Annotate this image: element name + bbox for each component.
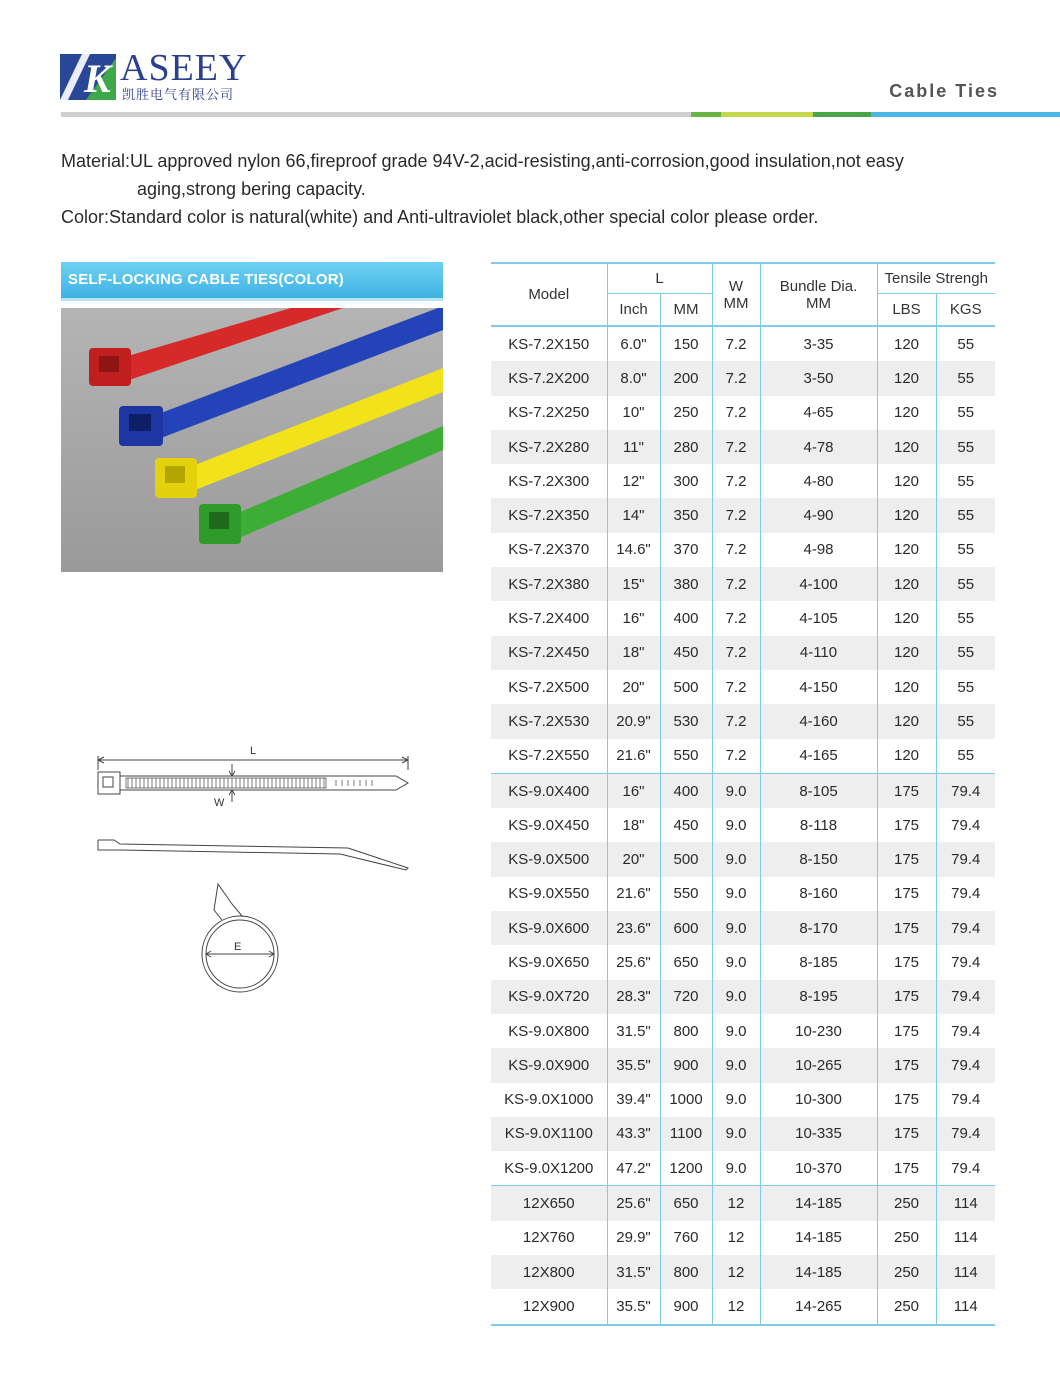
cell-mm: 800	[660, 1014, 712, 1048]
header-model: Model	[491, 263, 607, 326]
cell-kgs: 55	[936, 670, 995, 704]
cell-kgs: 79.4	[936, 1151, 995, 1186]
cell-inch: 18"	[607, 636, 660, 670]
cell-lbs: 175	[877, 945, 936, 979]
cell-model: KS-9.0X550	[508, 885, 590, 903]
cell-lbs: 120	[877, 498, 936, 532]
cell-inch: 15"	[607, 567, 660, 601]
cell-lbs: 250	[877, 1289, 936, 1324]
cell-kgs: 114	[936, 1255, 995, 1289]
rule-segment-gray	[61, 112, 691, 117]
width-label: W	[214, 797, 225, 809]
cell-lbs: 120	[877, 739, 936, 774]
cell-kgs: 79.4	[936, 1083, 995, 1117]
cell-w: 9.0	[712, 1117, 760, 1151]
cell-lbs: 175	[877, 980, 936, 1014]
cell-model: KS-9.0X900	[491, 1048, 607, 1082]
cell-bundle: 10-335	[760, 1117, 877, 1151]
cell-lbs: 120	[877, 430, 936, 464]
cell-inch: 14.6"	[607, 533, 660, 567]
product-photo	[61, 308, 443, 572]
header-mm: MM	[660, 294, 712, 327]
table-row	[491, 773, 995, 808]
cell-lbs: 120	[877, 704, 936, 738]
cell-mm: 550	[660, 877, 712, 911]
cell-lbs: 250	[877, 1186, 936, 1221]
cell-bundle: 4-78	[760, 430, 877, 464]
cell-lbs: 175	[877, 1083, 936, 1117]
cell-inch: 6.0"	[607, 326, 660, 361]
specifications-table	[491, 262, 995, 1326]
cell-bundle: 3-50	[760, 361, 877, 395]
table-row	[491, 1255, 995, 1289]
cell-lbs: 120	[877, 670, 936, 704]
cell-bundle: 4-160	[760, 704, 877, 738]
cell-model: KS-9.0X500	[491, 842, 607, 876]
cell-w: 12	[712, 1186, 760, 1221]
cell-inch: 8.0"	[607, 361, 660, 395]
cell-mm: 450	[660, 808, 712, 842]
table-row	[491, 533, 995, 567]
cell-w: 7.2	[712, 498, 760, 532]
section-title: SELF-LOCKING CABLE TIES(COLOR)	[68, 271, 344, 288]
header-width: W MM	[712, 263, 760, 326]
cable-tie-dimension-diagram	[90, 740, 420, 1000]
cell-mm: 250	[660, 396, 712, 430]
cell-kgs: 55	[936, 361, 995, 395]
table-row	[491, 670, 995, 704]
cell-w: 7.2	[712, 430, 760, 464]
cell-lbs: 250	[877, 1221, 936, 1255]
cell-bundle: 14-185	[760, 1255, 877, 1289]
cell-model: KS-9.0X400	[491, 773, 607, 808]
table-row	[491, 1221, 995, 1255]
cell-kgs: 79.4	[936, 877, 995, 911]
brand-name-cn: 凯胜电气有限公司	[122, 87, 235, 102]
cell-model: KS-7.2X350	[491, 498, 607, 532]
cell-mm: 1100	[660, 1117, 712, 1151]
cell-bundle: 10-265	[760, 1048, 877, 1082]
cell-model: 12X800	[491, 1255, 607, 1289]
table-row	[491, 1289, 995, 1324]
page-title: Cable Ties	[889, 81, 999, 101]
cell-inch: 20.9"	[607, 704, 660, 738]
cell-kgs: 55	[936, 533, 995, 567]
cell-model: KS-7.2X280	[491, 430, 607, 464]
color-text: Color:Standard color is natural(white) and Anti-ultraviolet black,other special color please order.	[61, 207, 819, 227]
cell-kgs: 55	[936, 567, 995, 601]
cell-inch: 21.6"	[607, 739, 660, 774]
cell-w: 12	[712, 1221, 760, 1255]
cell-w: 7.2	[712, 601, 760, 635]
table-row	[491, 567, 995, 601]
cell-inch: 29.9"	[607, 1221, 660, 1255]
cell-kgs: 79.4	[936, 842, 995, 876]
header-kgs: KGS	[936, 294, 995, 327]
header-inch: Inch	[607, 294, 660, 327]
cell-bundle: 4-80	[760, 464, 877, 498]
cell-mm: 370	[660, 533, 712, 567]
cell-inch: 11"	[607, 430, 660, 464]
table-row	[491, 1186, 995, 1221]
cell-w: 9.0	[712, 1151, 760, 1186]
table-row	[491, 842, 995, 876]
cell-bundle: 8-195	[760, 980, 877, 1014]
cell-kgs: 79.4	[936, 980, 995, 1014]
cell-lbs: 175	[877, 1014, 936, 1048]
cell-mm: 1000	[660, 1083, 712, 1117]
cell-w: 9.0	[712, 1048, 760, 1082]
cell-w: 9.0	[712, 877, 760, 911]
cell-lbs: 120	[877, 396, 936, 430]
cell-bundle: 4-165	[760, 739, 877, 774]
material-text-continued: aging,strong bering capacity.	[137, 179, 366, 199]
cell-kgs: 55	[936, 636, 995, 670]
cell-model: KS-9.0X600	[491, 911, 607, 945]
cell-kgs: 55	[936, 704, 995, 738]
cell-bundle: 4-110	[760, 636, 877, 670]
cell-mm: 550	[660, 739, 712, 774]
cell-model: KS-9.0X800	[508, 1022, 590, 1040]
cell-bundle: 4-90	[760, 498, 877, 532]
cell-w: 9.0	[712, 911, 760, 945]
table-row	[491, 498, 995, 532]
cell-model: KS-7.2X150	[508, 335, 590, 353]
table-row	[491, 980, 995, 1014]
cell-model: KS-7.2X370	[508, 541, 590, 559]
cell-bundle: 8-105	[760, 773, 877, 808]
cell-bundle: 8-150	[760, 842, 877, 876]
cell-model: KS-9.0X450	[508, 816, 590, 834]
cell-bundle: 10-300	[760, 1083, 877, 1117]
cell-kgs: 79.4	[936, 808, 995, 842]
cell-w: 12	[712, 1255, 760, 1289]
cell-kgs: 79.4	[936, 773, 995, 808]
specifications-body	[491, 326, 995, 1325]
cell-lbs: 175	[877, 1117, 936, 1151]
cell-kgs: 55	[936, 498, 995, 532]
table-row	[491, 739, 995, 774]
rule-segment-lime	[721, 112, 813, 117]
header-bundle-dia: Bundle Dia. MM	[760, 263, 877, 326]
cell-inch: 14"	[607, 498, 660, 532]
cell-mm: 300	[660, 464, 712, 498]
cell-inch: 31.5"	[607, 1255, 660, 1289]
cell-bundle: 4-98	[760, 533, 877, 567]
cell-inch: 20"	[607, 670, 660, 704]
table-row	[491, 636, 995, 670]
cell-inch: 18"	[607, 808, 660, 842]
company-logo	[60, 47, 260, 102]
cell-w: 7.2	[712, 567, 760, 601]
cell-mm: 400	[660, 773, 712, 808]
table-row	[491, 1083, 995, 1117]
cell-lbs: 120	[877, 326, 936, 361]
cell-kgs: 79.4	[936, 945, 995, 979]
cell-lbs: 120	[877, 636, 936, 670]
cell-mm: 650	[660, 1186, 712, 1221]
cell-inch: 20"	[607, 842, 660, 876]
cell-inch: 10"	[607, 396, 660, 430]
table-row	[491, 1151, 995, 1186]
cell-lbs: 175	[877, 773, 936, 808]
cell-inch: 23.6"	[607, 911, 660, 945]
cell-kgs: 79.4	[936, 911, 995, 945]
cell-lbs: 175	[877, 808, 936, 842]
cell-model: KS-7.2X300	[508, 472, 590, 490]
cell-model: KS-7.2X530	[491, 704, 607, 738]
cell-w: 9.0	[712, 945, 760, 979]
cell-mm: 380	[660, 567, 712, 601]
table-row	[491, 945, 995, 979]
cell-model: 12X650	[491, 1186, 607, 1221]
cell-inch: 31.5"	[607, 1014, 660, 1048]
cell-lbs: 175	[877, 1048, 936, 1082]
cell-kgs: 55	[936, 739, 995, 774]
cell-kgs: 55	[936, 326, 995, 361]
cell-model: KS-7.2X250	[508, 404, 590, 422]
table-row	[491, 464, 995, 498]
cell-bundle: 3-35	[760, 326, 877, 361]
cell-kgs: 55	[936, 430, 995, 464]
diameter-label: E	[234, 941, 242, 953]
table-row	[491, 396, 995, 430]
cell-kgs: 55	[936, 601, 995, 635]
cell-model: KS-9.0X1200	[504, 1159, 594, 1177]
cell-inch: 21.6"	[607, 877, 660, 911]
cell-model: 12X900	[491, 1289, 607, 1324]
table-row	[491, 877, 995, 911]
header-tensile: Tensile Strengh	[877, 263, 995, 294]
cell-lbs: 120	[877, 567, 936, 601]
cell-kgs: 114	[936, 1221, 995, 1255]
table-row	[491, 1014, 995, 1048]
cell-inch: 47.2"	[607, 1151, 660, 1186]
section-header	[61, 262, 443, 301]
table-row	[491, 911, 995, 945]
cell-mm: 500	[660, 670, 712, 704]
table-row	[491, 326, 995, 361]
header-length: L	[607, 263, 712, 294]
table-row	[491, 1048, 995, 1082]
cell-inch: 43.3"	[607, 1117, 660, 1151]
cell-w: 9.0	[712, 842, 760, 876]
cell-w: 12	[712, 1289, 760, 1324]
cell-kgs: 55	[936, 396, 995, 430]
cell-model: KS-9.0X1100	[491, 1117, 607, 1151]
rule-segment-green	[691, 112, 721, 117]
cell-kgs: 114	[936, 1186, 995, 1221]
cell-lbs: 175	[877, 877, 936, 911]
cell-inch: 16"	[607, 773, 660, 808]
cell-mm: 900	[660, 1048, 712, 1082]
cell-inch: 25.6"	[607, 1186, 660, 1221]
cell-lbs: 250	[877, 1255, 936, 1289]
length-label: L	[250, 745, 257, 757]
cell-model: KS-9.0X650	[508, 953, 590, 971]
cell-bundle: 10-370	[760, 1151, 877, 1186]
cell-mm: 350	[660, 498, 712, 532]
table-row	[491, 1117, 995, 1151]
cell-mm: 280	[660, 430, 712, 464]
cell-lbs: 175	[877, 1151, 936, 1186]
cell-mm: 200	[660, 361, 712, 395]
cell-lbs: 120	[877, 464, 936, 498]
cell-lbs: 120	[877, 601, 936, 635]
table-row	[491, 361, 995, 395]
cell-kgs: 79.4	[936, 1014, 995, 1048]
cell-lbs: 120	[877, 361, 936, 395]
cell-model: KS-9.0X1000	[504, 1091, 594, 1109]
cell-mm: 760	[660, 1221, 712, 1255]
cell-lbs: 120	[877, 533, 936, 567]
cell-model: KS-7.2X500	[508, 678, 590, 696]
cell-model: KS-7.2X200	[491, 361, 607, 395]
cell-bundle: 14-185	[760, 1186, 877, 1221]
cell-bundle: 4-105	[760, 601, 877, 635]
cell-bundle: 4-65	[760, 396, 877, 430]
cell-lbs: 175	[877, 911, 936, 945]
cell-inch: 39.4"	[607, 1083, 660, 1117]
cell-kgs: 79.4	[936, 1117, 995, 1151]
cell-inch: 25.6"	[607, 945, 660, 979]
cell-bundle: 8-118	[760, 808, 877, 842]
rule-segment-blue	[871, 112, 1060, 117]
cell-model: KS-7.2X450	[491, 636, 607, 670]
cell-model: 12X760	[522, 1229, 575, 1247]
cell-bundle: 4-100	[760, 567, 877, 601]
cell-model: KS-7.2X380	[491, 567, 607, 601]
cell-w: 9.0	[712, 808, 760, 842]
cell-mm: 1200	[660, 1151, 712, 1186]
cell-w: 7.2	[712, 533, 760, 567]
cell-w: 7.2	[712, 670, 760, 704]
cell-inch: 12"	[607, 464, 660, 498]
cell-model: KS-9.0X720	[491, 980, 607, 1014]
svg-text:K: K	[84, 56, 111, 100]
cell-mm: 450	[660, 636, 712, 670]
header-lbs: LBS	[877, 294, 936, 327]
cell-lbs: 175	[877, 842, 936, 876]
table-row	[491, 808, 995, 842]
cell-mm: 400	[660, 601, 712, 635]
material-text: Material:UL approved nylon 66,fireproof grade 94V-2,acid-resisting,anti-corrosion,good insulation,not easy	[61, 151, 904, 171]
table-row	[491, 704, 995, 738]
cell-bundle: 8-170	[760, 911, 877, 945]
cell-w: 7.2	[712, 464, 760, 498]
cell-model: KS-7.2X400	[508, 610, 590, 628]
cell-bundle: 8-160	[760, 877, 877, 911]
logo-k-icon	[60, 54, 116, 100]
cell-bundle: 10-230	[760, 1014, 877, 1048]
cell-inch: 35.5"	[607, 1048, 660, 1082]
cell-w: 9.0	[712, 980, 760, 1014]
cell-w: 9.0	[712, 1014, 760, 1048]
cell-model: KS-7.2X550	[508, 747, 590, 765]
cell-inch: 35.5"	[607, 1289, 660, 1324]
cell-mm: 530	[660, 704, 712, 738]
table-row	[491, 601, 995, 635]
cell-mm: 720	[660, 980, 712, 1014]
cell-w: 7.2	[712, 636, 760, 670]
cell-inch: 16"	[607, 601, 660, 635]
cell-mm: 500	[660, 842, 712, 876]
cell-mm: 900	[660, 1289, 712, 1324]
cell-w: 7.2	[712, 704, 760, 738]
cell-kgs: 114	[936, 1289, 995, 1324]
cell-inch: 28.3"	[607, 980, 660, 1014]
cell-w: 9.0	[712, 773, 760, 808]
cell-kgs: 79.4	[936, 1048, 995, 1082]
cell-w: 7.2	[712, 326, 760, 361]
cell-mm: 150	[660, 326, 712, 361]
cell-w: 7.2	[712, 396, 760, 430]
cell-mm: 600	[660, 911, 712, 945]
table-row	[491, 430, 995, 464]
cell-bundle: 14-185	[760, 1221, 877, 1255]
cell-w: 7.2	[712, 739, 760, 774]
cell-w: 7.2	[712, 361, 760, 395]
cell-mm: 800	[660, 1255, 712, 1289]
cell-w: 9.0	[712, 1083, 760, 1117]
brand-name: ASEEY	[120, 47, 248, 89]
cell-kgs: 55	[936, 464, 995, 498]
rule-segment-darkgreen	[813, 112, 871, 117]
cell-mm: 650	[660, 945, 712, 979]
cell-bundle: 8-185	[760, 945, 877, 979]
cell-bundle: 14-265	[760, 1289, 877, 1324]
cell-bundle: 4-150	[760, 670, 877, 704]
